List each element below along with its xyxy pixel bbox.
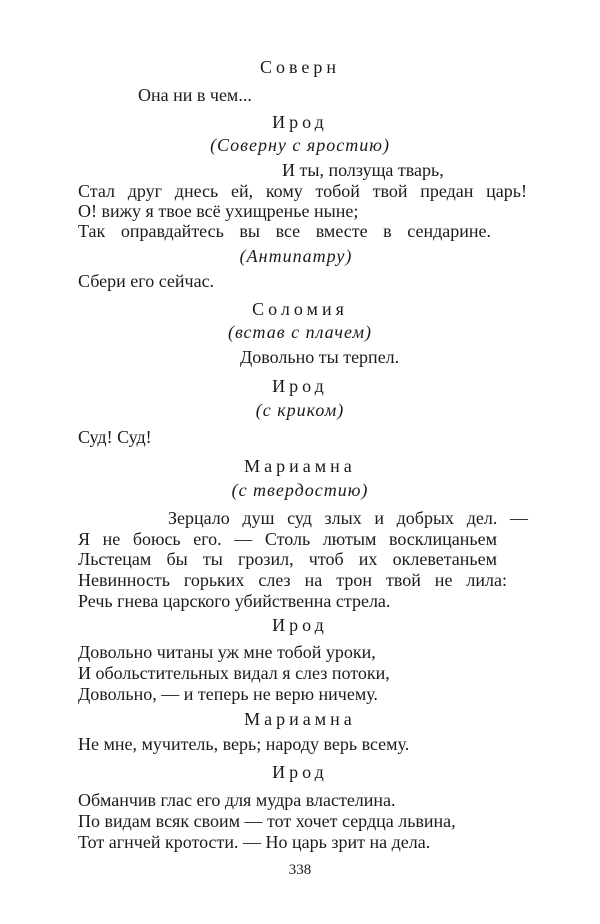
verse-line: По видам всяк своим — тот хочет сердца львина, (78, 811, 456, 831)
speaker-name: Ирод (272, 615, 328, 635)
verse-line: Сбери его сейчас. (78, 271, 215, 291)
speaker-name: Соверн (259, 57, 341, 77)
verse-line: Так оправдайтесь вы все вместе в сендарине. (78, 221, 491, 241)
verse-line: Довольно читаны уж мне тобой уроки, (78, 642, 376, 662)
speaker-name: Мариамна (244, 709, 356, 729)
verse-line: Суд! Суд! (78, 427, 152, 447)
verse-line: Обманчив глас его для мудра властелина. (78, 790, 396, 810)
verse-line: Не мне, мучитель, верь; народу верь всему. (78, 734, 410, 754)
stage-direction: (Антипатру) (239, 246, 353, 266)
verse-line: Зерцало душ суд злых и добрых дел. — (168, 508, 528, 528)
verse-line: И ты, ползуща тварь, (282, 160, 444, 180)
stage-direction: (встав с плачем) (227, 322, 373, 342)
page-number: 338 (288, 862, 312, 878)
verse-line: Стал друг днесь ей, кому тобой твой предан царь! (78, 181, 527, 201)
verse-line: Речь гнева царского убийственна стрела. (78, 591, 391, 611)
verse-line: И обольстительных видал я слез потоки, (78, 663, 390, 683)
speaker-name: Мариамна (244, 456, 356, 476)
speaker-name: Соломия (252, 299, 348, 319)
verse-line: Я не боюсь его. — Столь лютым восклицаньем (78, 529, 497, 549)
verse-line: Довольно ты терпел. (240, 347, 400, 367)
verse-line: О! вижу я твое всё ухищренье ныне; (78, 201, 359, 221)
speaker-name: Ирод (272, 376, 328, 396)
verse-line: Довольно, — и теперь не верю ничему. (78, 684, 378, 704)
stage-direction: (Соверну с яростию) (210, 135, 390, 155)
speaker-name: Ирод (272, 762, 328, 782)
verse-line: Льстецам бы ты грозил, чтоб их оклеветаньем (78, 549, 497, 569)
verse-line: Она ни в чем... (138, 85, 252, 105)
verse-line: Тот агнчей кротости. — Но царь зрит на дела. (78, 832, 431, 852)
stage-direction: (с твердостию) (231, 480, 369, 500)
verse-line: Невинность горьких слез на трон твой не лила: (78, 570, 507, 590)
speaker-name: Ирод (272, 112, 328, 132)
stage-direction: (с криком) (255, 400, 345, 420)
